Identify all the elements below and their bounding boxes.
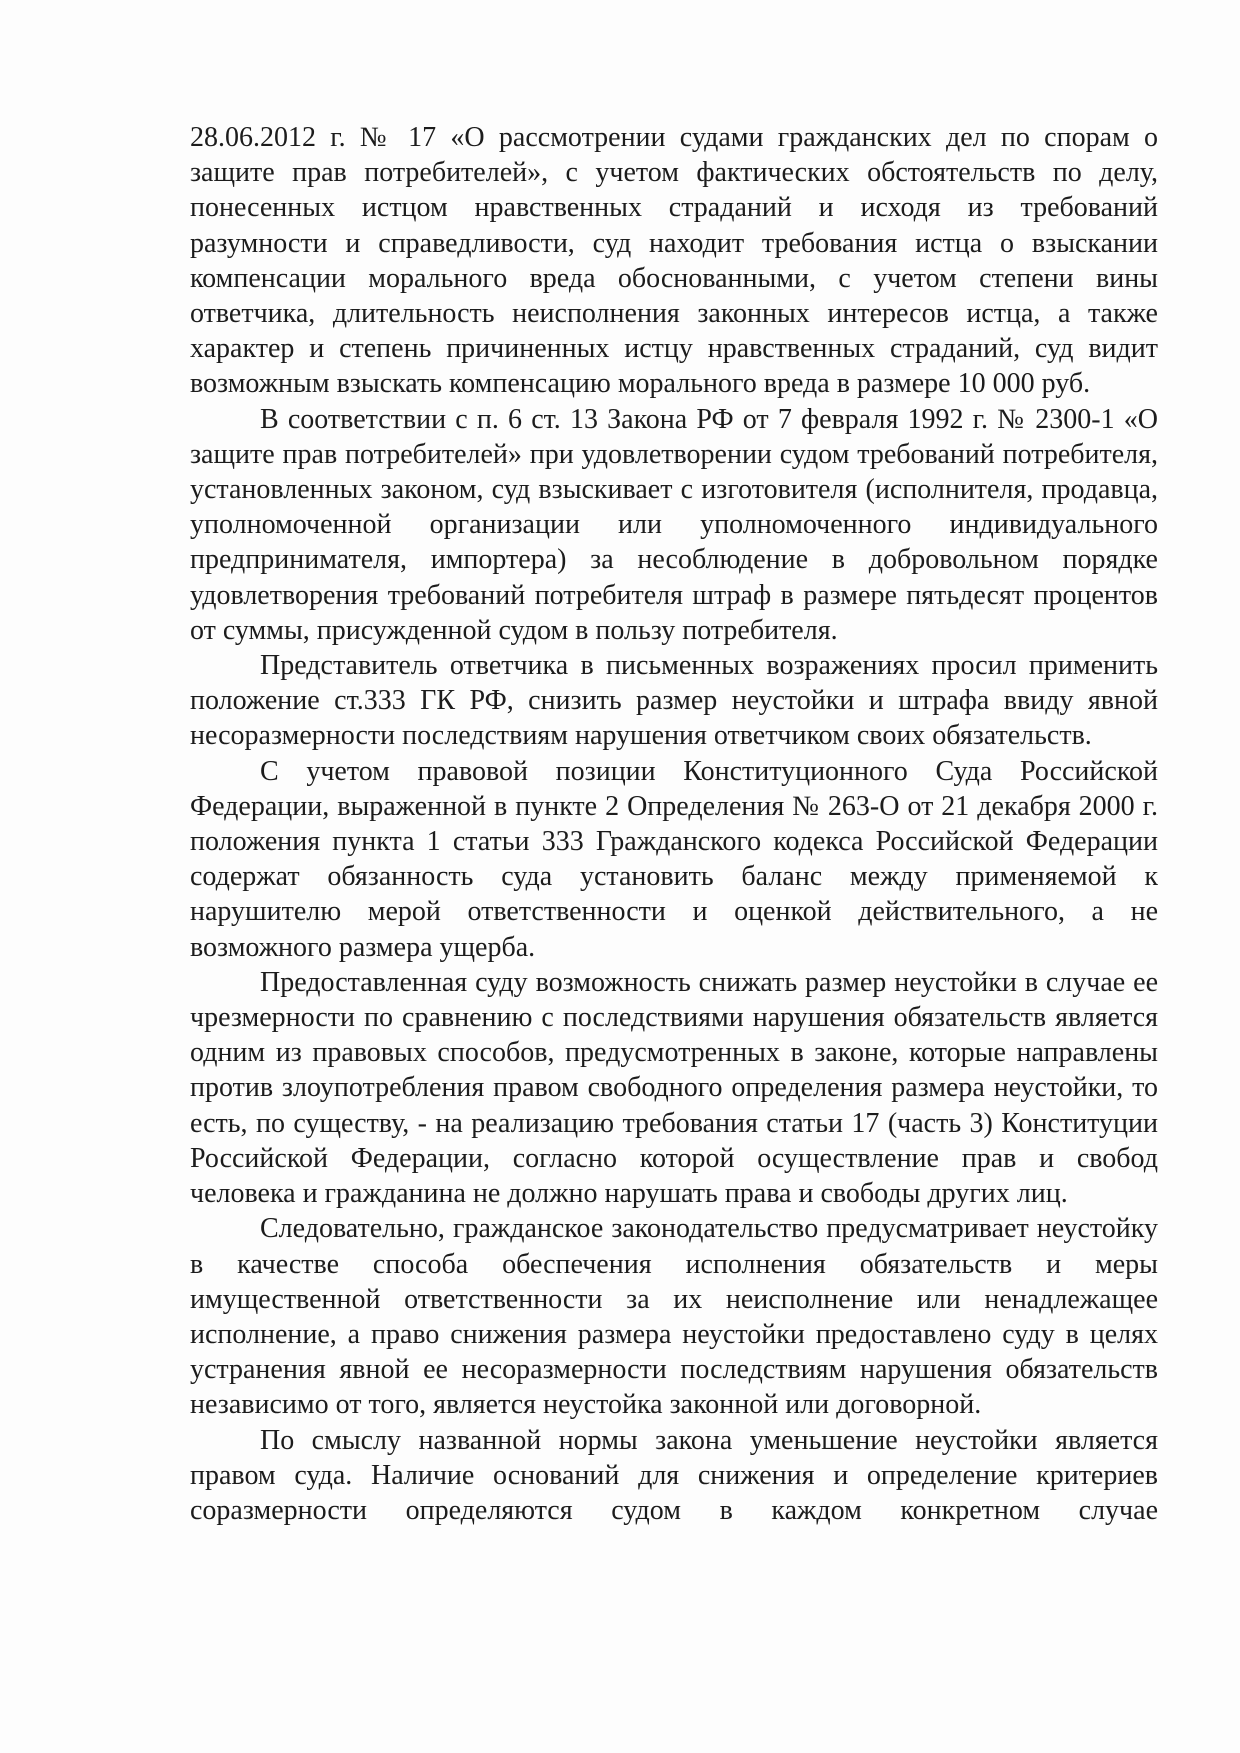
paragraph-civil-legislation: Следовательно, гражданское законодательство предусматривает неустойку в качестве способа обеспечения исполнения обязательств и меры имущественной ответственности за их неисполнение или ненадлежащее исполнение, а право снижения размера неустойки предоставлено суду в целях устранения явной ее несоразмерности последствиям нарушения обязательств независимо от того, является неустойка законной или договорной. xyxy=(190,1213,1158,1421)
paragraph-consumer-fine: В соответствии с п. 6 ст. 13 Закона РФ от 7 февраля 1992 г. № 2300-1 «О защите прав потребителей» при удовлетворении судом требований потребителя, установленных законом, суд взыскивает с изготовителя (исполнителя, продавца, уполномоченной организации или уполномоченного индивидуального предпринимателя, импортера) за несоблюдение в добровольном порядке удовлетворения требований потребителя штраф в размере пятьдесят процентов от суммы, присужденной судом в пользу потребителя. xyxy=(190,403,1158,646)
paragraph-moral-damage: 28.06.2012 г. № 17 «О рассмотрении судами гражданских дел по спорам о защите прав потребителей», с учетом фактических обстоятельств по делу, понесенных истцом нравственных страданий и исходя из требований разумности и справедливости, суд находит требования истца о взыскании компенсации морального вреда обоснованными, с учетом степени вины ответчика, длительность неисполнения законных интересов истца, а также характер и степень причиненных истцу нравственных страданий, суд видит возможным взыскать компенсацию морального вреда в размере 10 000 руб. xyxy=(190,122,1158,400)
document-body xyxy=(190,120,1158,1528)
paragraph-defendant-objection: Представитель ответчика в письменных возражениях просил применить положение ст.333 ГК РФ, снизить размер неустойки и штрафа ввиду явной несоразмерности последствиям нарушения ответчиком своих обязательств. xyxy=(190,650,1158,752)
paragraph-constitutional-court: С учетом правовой позиции Конституционного Суда Российской Федерации, выраженной в пункте 2 Определения № 263-О от 21 декабря 2000 г. положения пункта 1 статьи 333 Гражданского кодекса Российской Федерации содержат обязанность суда установить баланс между применяемой к нарушителю мерой ответственности и оценкой действительного, а не возможного размера ущерба. xyxy=(190,755,1158,963)
paragraph-court-right: По смыслу названной нормы закона уменьшение неустойки является правом суда. Наличие оснований для снижения и определение критериев соразмерности определяются судом в каждом конкретном случае xyxy=(190,1424,1158,1526)
paragraph-penalty-reduction: Предоставленная суду возможность снижать размер неустойки в случае ее чрезмерности по сравнению с последствиями нарушения обязательств является одним из правовых способов, предусмотренных в законе, которые направлены против злоупотребления правом свободного определения размера неустойки, то есть, по существу, - на реализацию требования статьи 17 (часть 3) Конституции Российской Федерации, согласно которой осуществление прав и свобод человека и гражданина не должно нарушать права и свободы других лиц. xyxy=(190,966,1158,1210)
